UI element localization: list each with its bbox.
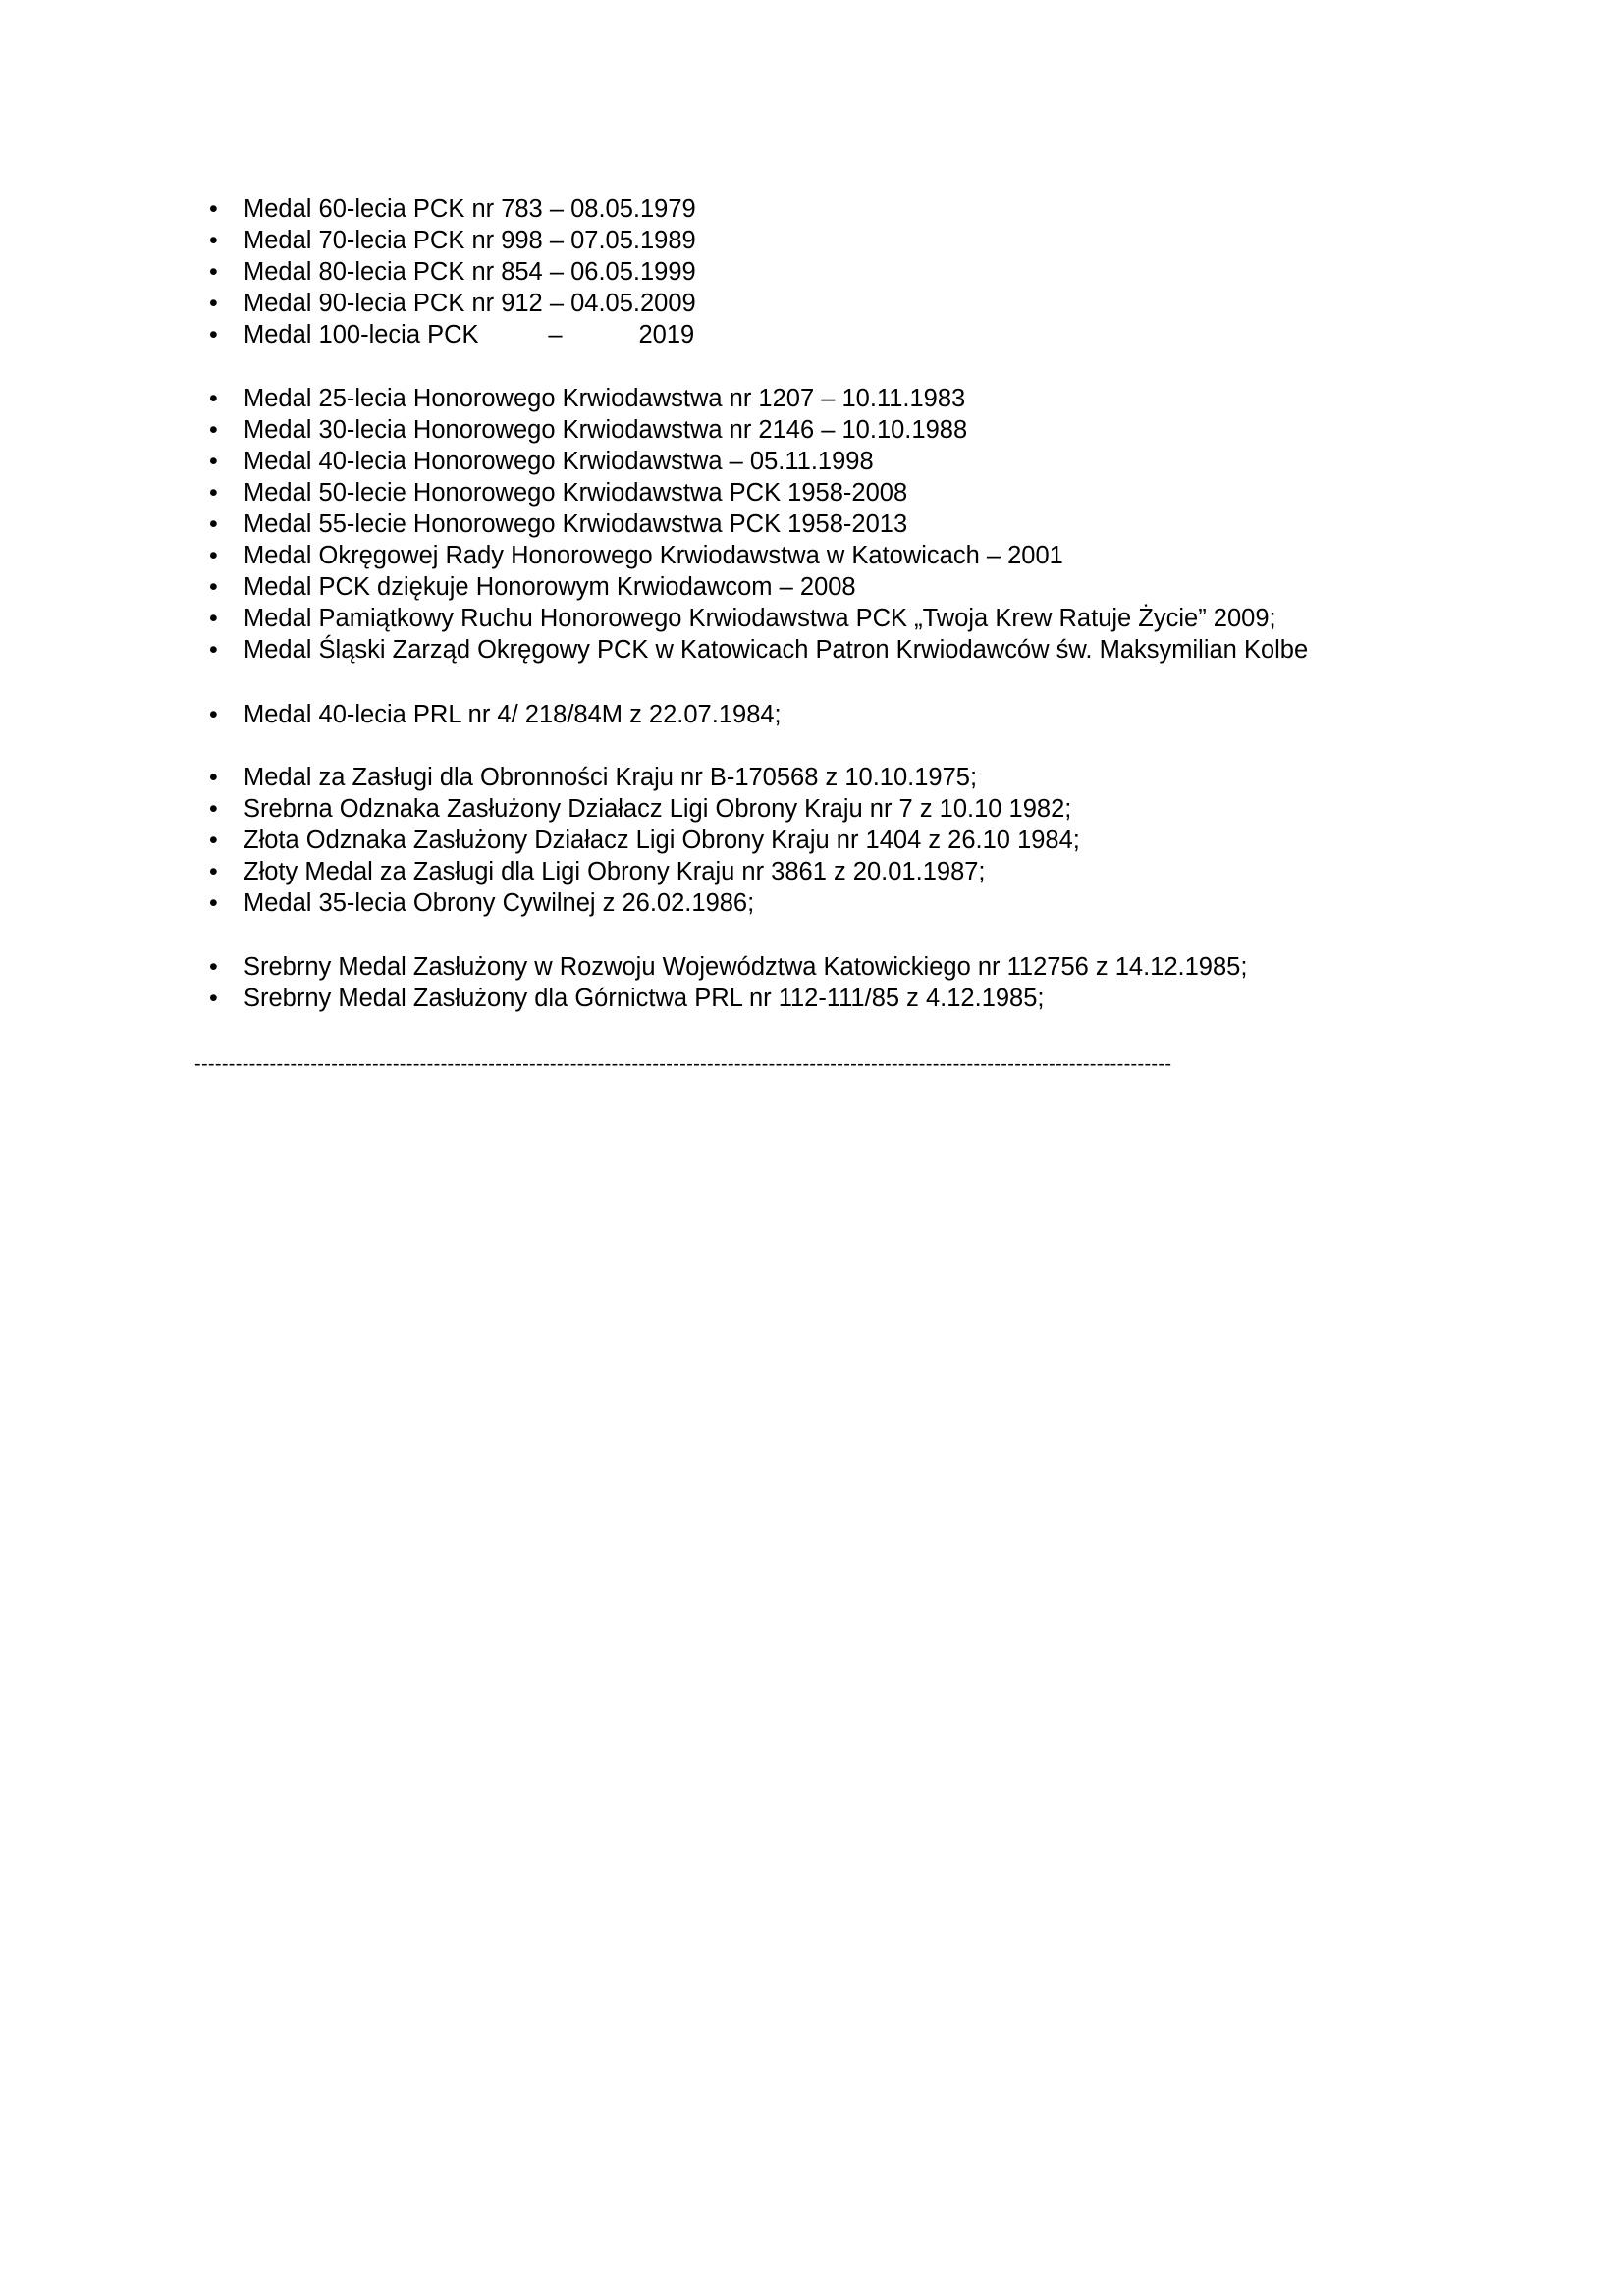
list-item	[0, 540, 1308, 571]
separator-line: -----------------------------------------------------------------------------------------------------------------------------------------------	[194, 1053, 1172, 1075]
bullet-icon: •	[209, 764, 218, 791]
bullet-icon: •	[209, 953, 218, 981]
bullet-icon: •	[209, 542, 218, 569]
list-item	[0, 571, 1308, 603]
list-item-text: Złota Odznaka Zasłużony Działacz Ligi Obrony Kraju nr 1404 z 26.10 1984;	[244, 827, 1080, 854]
list-item	[0, 887, 1080, 919]
list-item-text: Medal za Zasługi dla Obronności Kraju nr B-170568 z 10.10.1975;	[244, 764, 978, 791]
list-item-text: Medal Śląski Zarząd Okręgowy PCK w Katowicach Patron Krwiodawców św. Maksymilian Kolbe	[244, 636, 1309, 664]
list-item	[0, 793, 1080, 825]
list-item	[0, 508, 1308, 540]
list-item	[0, 825, 1080, 856]
list-item	[0, 477, 1308, 508]
bullet-icon: •	[209, 636, 218, 664]
bullet-icon: •	[209, 510, 218, 538]
list-item	[0, 951, 1247, 983]
medal-list-prl	[0, 699, 782, 730]
list-item-text: Medal 50-lecie Honorowego Krwiodawstwa PCK 1958-2008	[244, 479, 908, 507]
bullet-icon: •	[209, 416, 218, 444]
list-item	[0, 446, 1308, 477]
medal-list-defense	[0, 762, 1080, 919]
list-item-text: Medal 100-lecia PCK – 2019	[244, 321, 695, 348]
bullet-icon: •	[209, 573, 218, 601]
list-item-text: Medal 60-lecia PCK nr 783 – 08.05.1979	[244, 195, 696, 223]
list-item	[0, 319, 696, 350]
list-item	[0, 856, 1080, 887]
list-item	[0, 414, 1308, 446]
list-item	[0, 256, 696, 288]
list-item-text: Medal 90-lecia PCK nr 912 – 04.05.2009	[244, 290, 696, 317]
list-item	[0, 603, 1308, 634]
bullet-icon: •	[209, 985, 218, 1012]
list-item-text: Medal 55-lecie Honorowego Krwiodawstwa PCK 1958-2013	[244, 510, 908, 538]
bullet-icon: •	[209, 290, 218, 317]
list-item	[0, 193, 696, 225]
list-item-text: Srebrny Medal Zasłużony w Rozwoju Województwa Katowickiego nr 112756 z 14.12.1985;	[244, 953, 1248, 981]
list-item	[0, 225, 696, 256]
bullet-icon: •	[209, 258, 218, 286]
medal-list-pck	[0, 193, 696, 350]
list-item-text: Medal 30-lecia Honorowego Krwiodawstwa nr 2146 – 10.10.1988	[244, 416, 968, 444]
list-item-text: Złoty Medal za Zasługi dla Ligi Obrony Kraju nr 3861 z 20.01.1987;	[244, 858, 986, 885]
bullet-icon: •	[209, 195, 218, 223]
bullet-icon: •	[209, 605, 218, 632]
list-item-text: Medal 40-lecia Honorowego Krwiodawstwa – 05.11.1998	[244, 448, 874, 475]
bullet-icon: •	[209, 321, 218, 348]
list-item	[0, 699, 782, 730]
list-item	[0, 634, 1308, 666]
list-item-text: Medal 40-lecia PRL nr 4/ 218/84M z 22.07.1984;	[244, 701, 782, 728]
list-item-text: Medal Okręgowej Rady Honorowego Krwiodawstwa w Katowicach – 2001	[244, 542, 1063, 569]
list-item-text: Medal 25-lecia Honorowego Krwiodawstwa nr 1207 – 10.11.1983	[244, 385, 966, 412]
bullet-icon: •	[209, 448, 218, 475]
bullet-icon: •	[209, 701, 218, 728]
list-item-text: Medal Pamiątkowy Ruchu Honorowego Krwiodawstwa PCK „Twoja Krew Ratuje Życie” 2009;	[244, 605, 1276, 632]
bullet-icon: •	[209, 889, 218, 917]
list-item-text: Medal 80-lecia PCK nr 854 – 06.05.1999	[244, 258, 696, 286]
list-item-text: Srebrny Medal Zasłużony dla Górnictwa PRL nr 112-111/85 z 4.12.1985;	[244, 985, 1045, 1012]
list-item	[0, 383, 1308, 414]
list-item	[0, 762, 1080, 793]
bullet-icon: •	[209, 227, 218, 254]
list-item-text: Srebrna Odznaka Zasłużony Działacz Ligi Obrony Kraju nr 7 z 10.10 1982;	[244, 795, 1072, 823]
bullet-icon: •	[209, 858, 218, 885]
medal-list-blood-donation	[0, 383, 1308, 666]
bullet-icon: •	[209, 827, 218, 854]
list-item-text: Medal 35-lecia Obrony Cywilnej z 26.02.1986;	[244, 889, 755, 917]
bullet-icon: •	[209, 795, 218, 823]
list-item	[0, 288, 696, 319]
list-item-text: Medal PCK dziękuje Honorowym Krwiodawcom – 2008	[244, 573, 856, 601]
list-item	[0, 983, 1247, 1014]
bullet-icon: •	[209, 479, 218, 507]
bullet-icon: •	[209, 385, 218, 412]
medal-list-regional	[0, 951, 1247, 1014]
list-item-text: Medal 70-lecia PCK nr 998 – 07.05.1989	[244, 227, 696, 254]
